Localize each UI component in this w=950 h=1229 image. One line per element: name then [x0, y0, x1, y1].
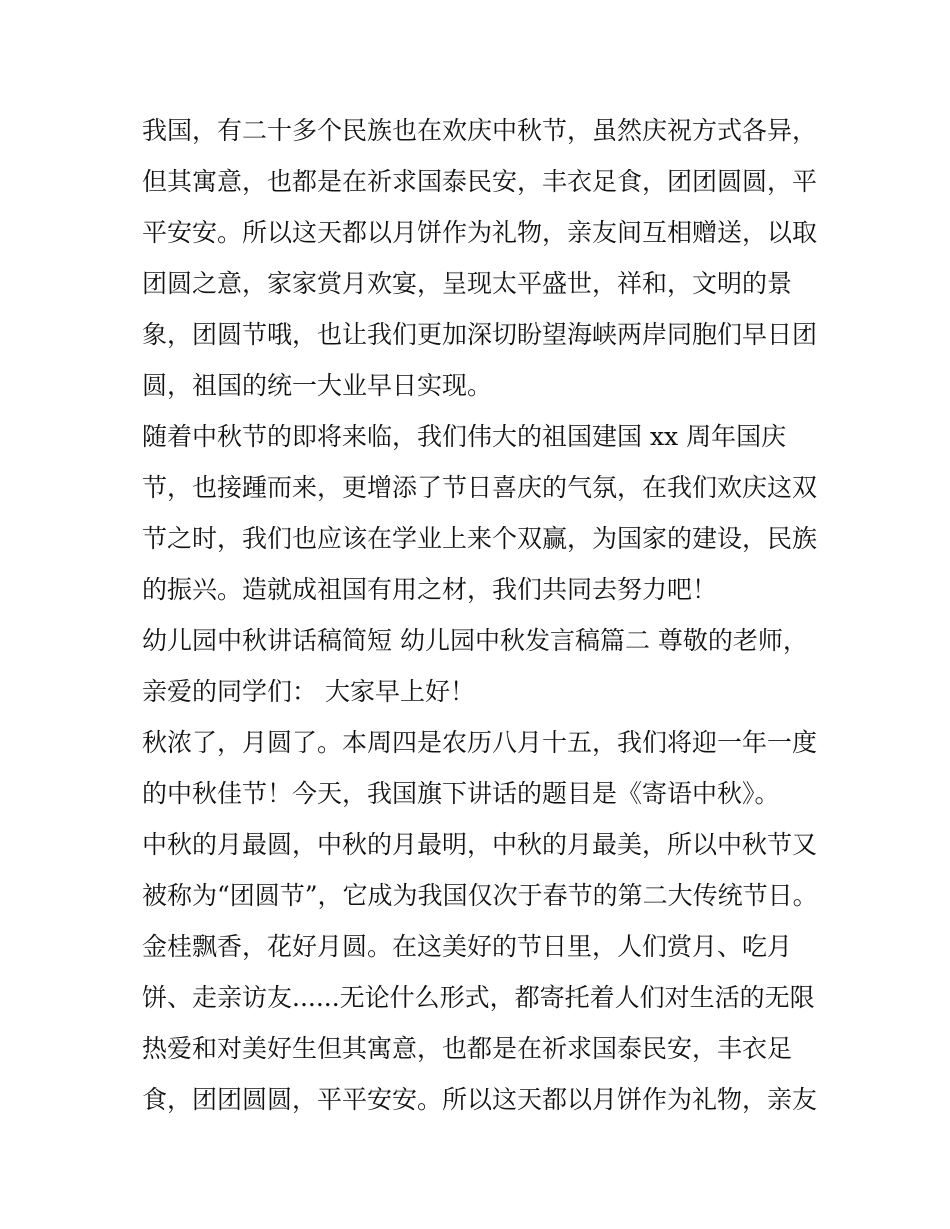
text-line: 中秋的月最圆，中秋的月最明，中秋的月最美，所以中秋节又 — [142, 830, 818, 859]
text-line: 被称为“团圆节”，它成为我国仅次于春节的第二大传统节日。 — [142, 881, 818, 910]
text-line: 的振兴。造就成祖国有用之材，我们共同去努力吧！ — [142, 575, 718, 604]
text-line: 金桂飘香，花好月圆。在这美好的节日里，人们赏月、吃月 — [142, 932, 793, 961]
text-line: 的中秋佳节！今天，我国旗下讲话的题目是《寄语中秋》。 — [142, 779, 780, 808]
text-line: 团圆之意，家家赏月欢宴，呈现太平盛世，祥和，文明的景 — [142, 269, 793, 298]
text-line: 亲爱的同学们： 大家早上好！ — [142, 677, 475, 706]
text-line: 热爱和对美好生但其寓意，也都是在祈求国泰民安，丰衣足 — [142, 1034, 793, 1063]
text-line: 节之时，我们也应该在学业上来个双赢，为国家的建设，民族 — [142, 524, 818, 553]
text-line: 食，团团圆圆，平平安安。所以这天都以月饼作为礼物，亲友 — [142, 1085, 818, 1114]
text-line: 但其寓意，也都是在祈求国泰民安，丰衣足食，团团圆圆，平 — [142, 167, 818, 196]
text-line: 饼、走亲访友......无论什么形式，都寄托着人们对生活的无限 — [142, 983, 815, 1012]
text-line: 平安安。所以这天都以月饼作为礼物，亲友间互相赠送，以取 — [142, 218, 818, 247]
text-line: 我国，有二十多个民族也在欢庆中秋节，虽然庆祝方式各异， — [142, 116, 818, 145]
text-line: 节，也接踵而来，更增添了节日喜庆的气氛，在我们欢庆这双 — [142, 473, 818, 502]
text-line: 圆，祖国的统一大业早日实现。 — [142, 371, 493, 400]
text-line: 随着中秋节的即将来临，我们伟大的祖国建国 xx 周年国庆 — [142, 422, 787, 451]
document-body — [142, 105, 822, 1125]
text-line: 秋浓了，月圆了。本周四是农历八月十五，我们将迎一年一度 — [142, 728, 818, 757]
text-line: 幼儿园中秋讲话稿简短 幼儿园中秋发言稿篇二 尊敬的老师， — [142, 626, 808, 655]
text-line: 象，团圆节哦，也让我们更加深切盼望海峡两岸同胞们早日团 — [142, 320, 818, 349]
